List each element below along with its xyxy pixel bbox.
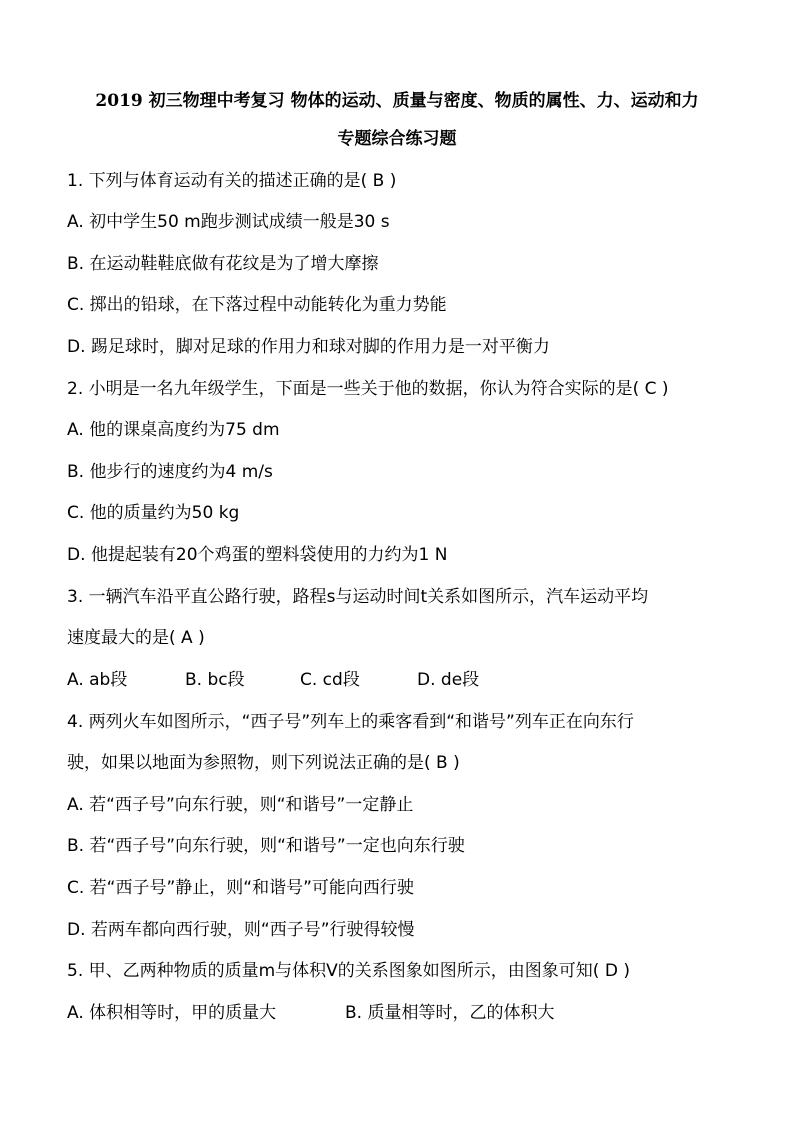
question-1-option-b: B. 在运动鞋鞋底做有花纹是为了增大摩擦 [67,254,379,274]
question-2-option-b: B. 他步行的速度约为4 m/s [67,462,273,482]
question-2-option-a: A. 他的课桌高度约为75 dm [67,420,280,440]
question-4-option-b: B. 若“西子号”向东行驶，则“和谐号”一定也向东行驶 [67,836,465,856]
question-4-option-d: D. 若两车都向西行驶，则“西子号”行驶得较慢 [67,920,415,940]
question-1-option-d: D. 踢足球时，脚对足球的作用力和球对脚的作用力是一对平衡力 [67,337,550,357]
question-4-stem-line2: 驶，如果以地面为参照物，则下列说法正确的是( B ) [67,753,460,773]
question-2-stem: 2. 小明是一名九年级学生，下面是一些关于他的数据，你认为符合实际的是( C ) [67,379,669,399]
question-3-option-a: A. ab段 [67,670,128,690]
document-title-line1: 2019 初三物理中考复习 物体的运动、质量与密度、物质的属性、力、运动和力 [95,91,699,111]
document-title-line2: 专题综合练习题 [337,129,457,149]
question-4-option-a: A. 若“西子号”向东行驶，则“和谐号”一定静止 [67,795,414,815]
question-1-option-a: A. 初中学生50 m跑步测试成绩一般是30 s [67,212,390,232]
question-5-stem: 5. 甲、乙两种物质的质量m与体积V的关系图象如图所示，由图象可知( D ) [67,961,630,981]
question-4-stem-line1: 4. 两列火车如图所示，“西子号”列车上的乘客看到“和谐号”列车正在向东行 [67,712,634,732]
question-5-option-b: B. 质量相等时，乙的体积大 [345,1003,555,1023]
question-3-option-d: D. de段 [417,670,480,690]
question-2-option-c: C. 他的质量约为50 kg [67,503,240,523]
question-4-option-c: C. 若“西子号”静止，则“和谐号”可能向西行驶 [67,878,414,898]
question-3-stem-line2: 速度最大的是( A ) [67,628,205,648]
question-5-option-a: A. 体积相等时，甲的质量大 [67,1003,277,1023]
question-3-option-b: B. bc段 [185,670,245,690]
question-3-option-c: C. cd段 [300,670,360,690]
question-2-option-d: D. 他提起装有20个鸡蛋的塑料袋使用的力约为1 N [67,545,448,565]
question-3-stem-line1: 3. 一辆汽车沿平直公路行驶，路程s与运动时间t关系如图所示，汽车运动平均 [67,587,649,607]
question-1-option-c: C. 掷出的铅球，在下落过程中动能转化为重力势能 [67,295,447,315]
question-1-stem: 1. 下列与体育运动有关的描述正确的是( B ) [67,171,397,191]
